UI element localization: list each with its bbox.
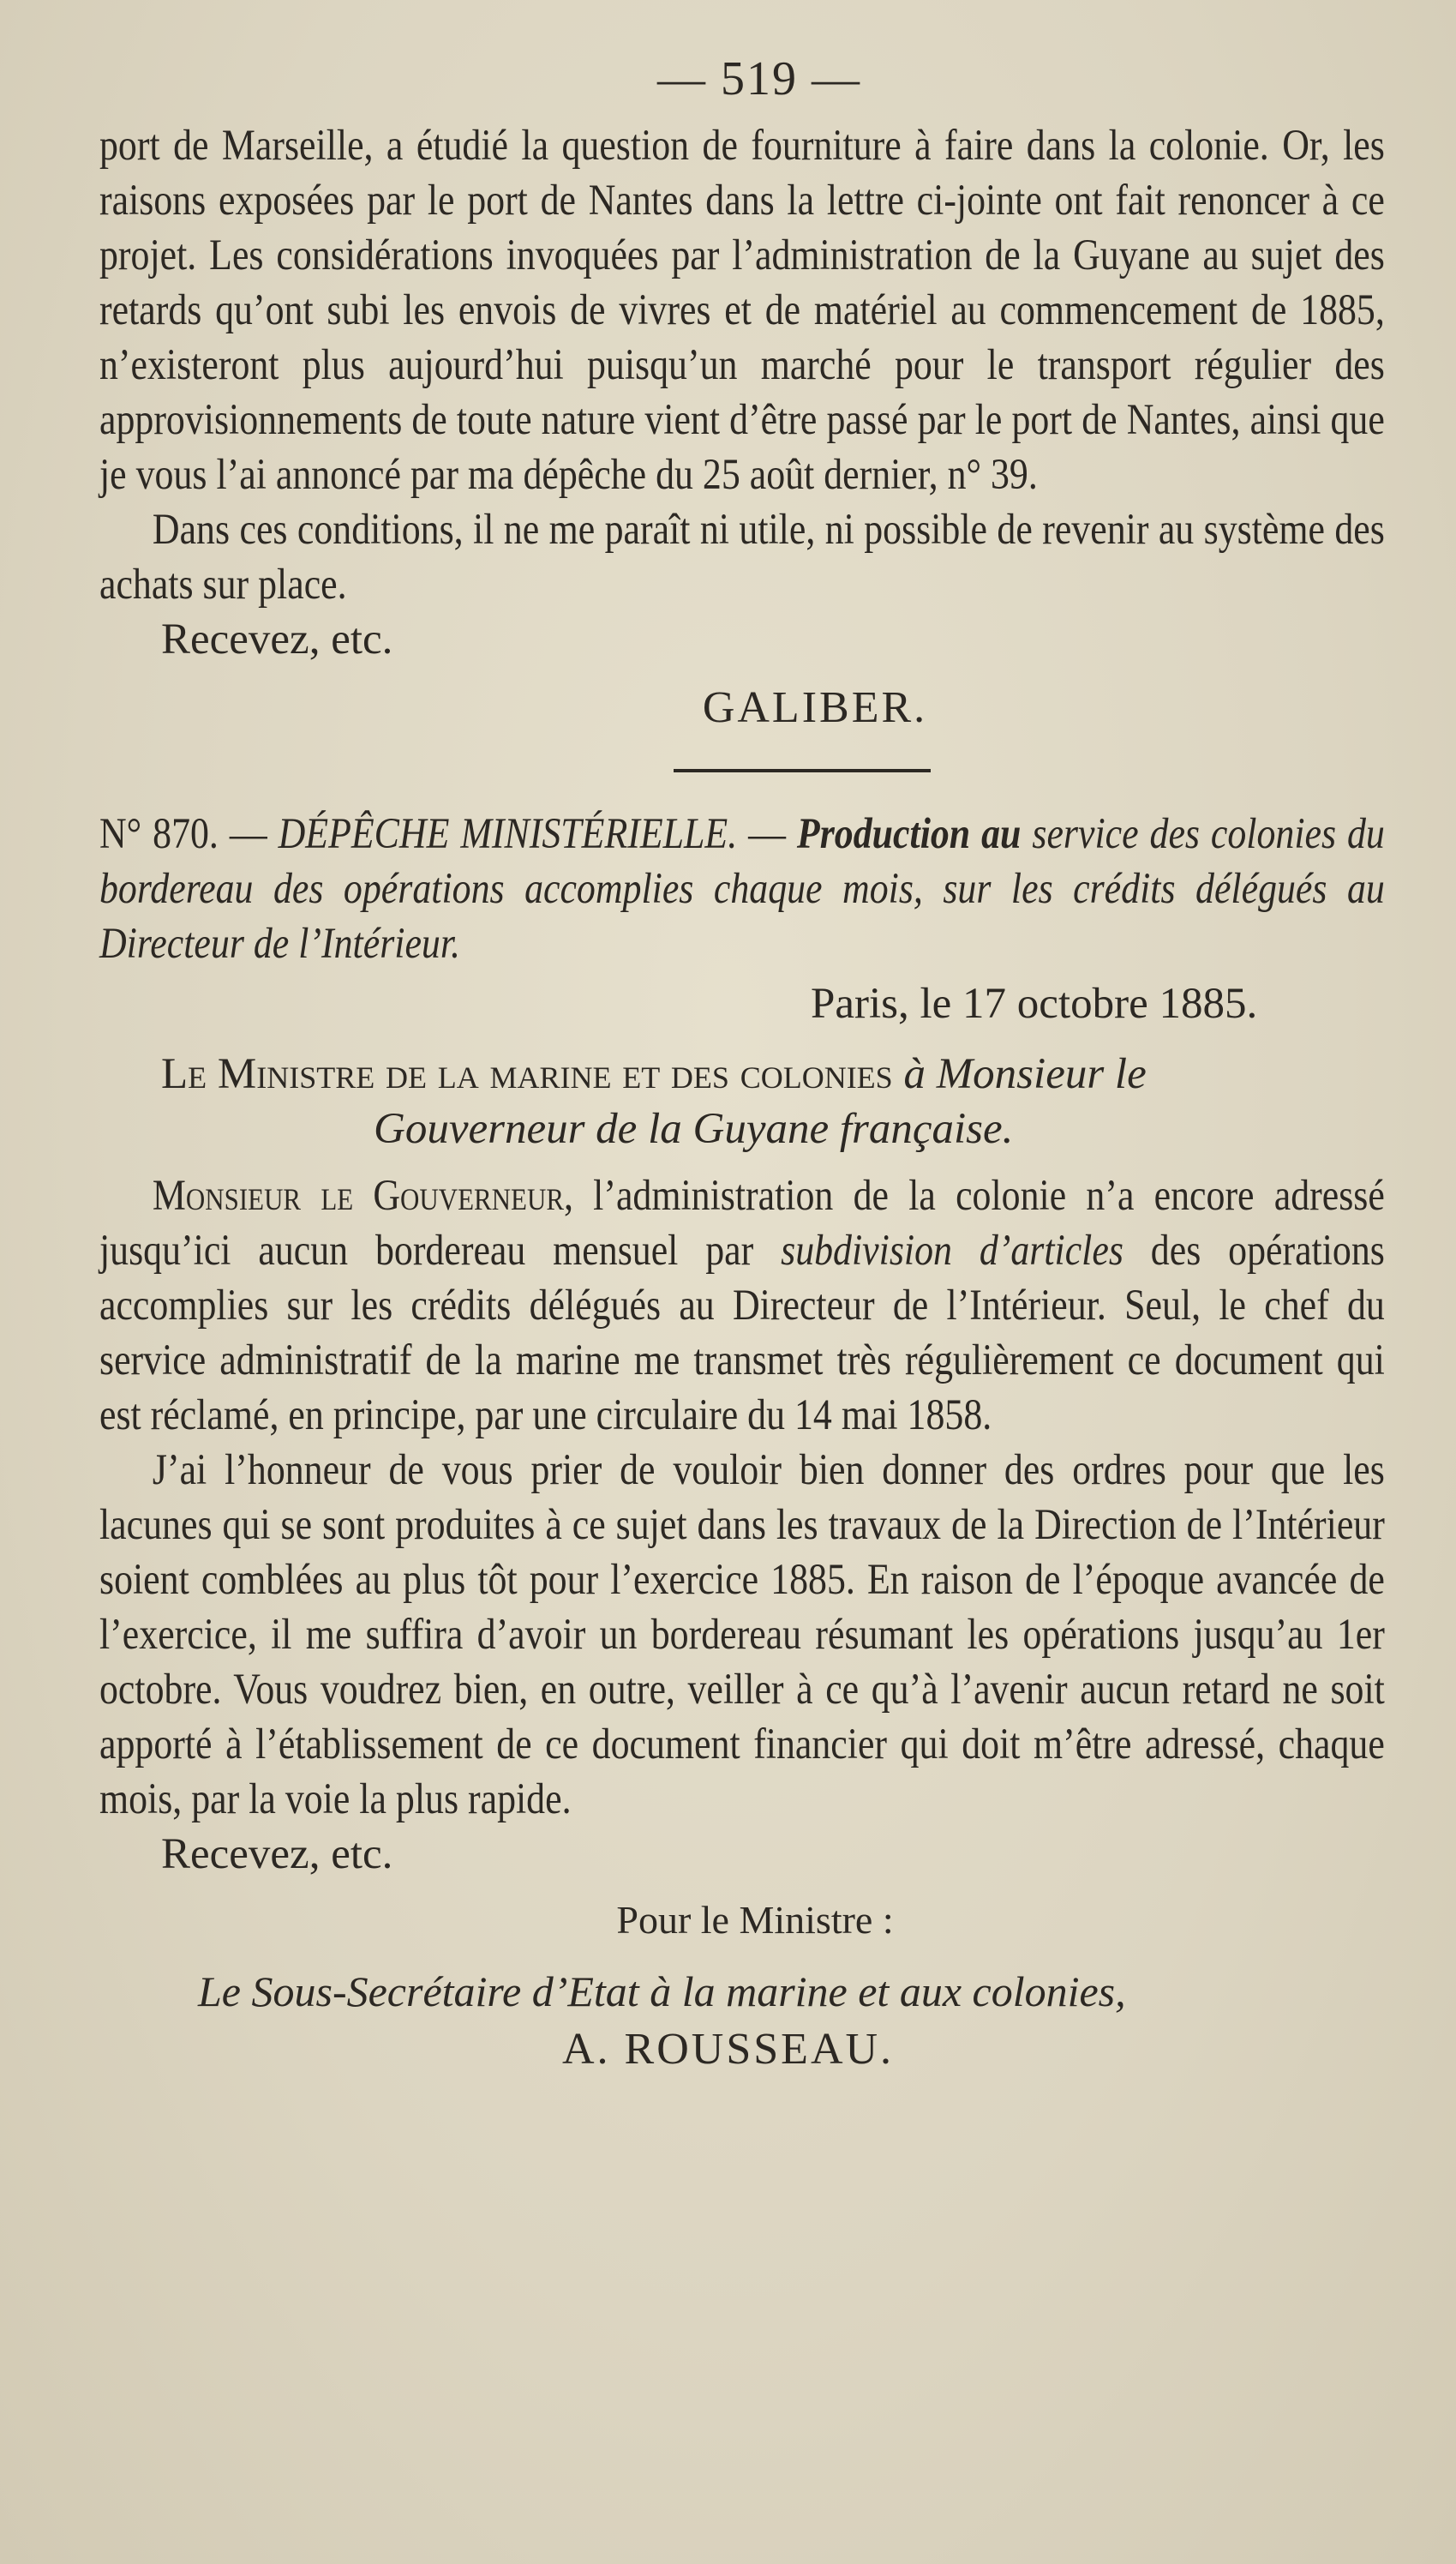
dispatch-subject-lead: Production au (796, 810, 1022, 858)
page-number: — 519 — (657, 52, 861, 105)
paragraph-3-italic: subdivision d’articles (781, 1227, 1123, 1275)
dispatch-heading (99, 807, 1385, 971)
text-column (99, 51, 1385, 2075)
sous-secretaire-title: Le Sous-Secrétaire d’Etat à la marine et aux colonies, (198, 1967, 1126, 2015)
paragraph-3-part-a: l’administration de la colonie n’a encore adressé jusqu’ici aucun bordereau mensuel par (99, 1172, 1385, 1275)
dispatch-type: DÉPÊCHE MINISTÉRIELLE. (278, 810, 738, 858)
paragraph-1: port de Marseille, a étudié la question de fourniture à faire dans la colonie. Or, les raisons exposées par le port de Nantes dans la lettre ci-jointe ont fait renoncer à ce projet. Les considérations invoquées par l’administration de la Guyane au sujet des retards qu’ont subi les envois de vivres et de matériel au commencement de 1885, n’existeront plus aujourd’hui puisqu’un marché pour le transport régulier des approvisionnements de toute nature vient d’être passé par le port de Nantes, ainsi que je vous l’ai annoncé par ma dépêche du 25 août dernier, n° 39. (99, 122, 1385, 499)
paragraph-4: J’ai l’honneur de vous prier de vouloir bien donner des ordres pour que les lacunes qui se sont produites à ce sujet dans les travaux de la Direction de l’Intérieur soient comblées au plus tôt pour l’exercice 1885. En raison de l’époque avancée de l’exercice, il me suffira d’avoir un bordereau résumant les opérations jusqu’au 1er octobre. Vous voudrez bien, en outre, veiller à ce qu’à l’avenir aucun retard ne soit apporté à l’établissement de ce document financier qui doit m’être adressé, chaque mois, par la voie la plus rapide. (99, 1446, 1385, 1823)
signature-galiber: GALIBER. (702, 683, 928, 732)
addressee-a: à (903, 1050, 926, 1098)
paragraph-3-part-b: des opérations accomplies sur les crédits délégués au Directeur de l’Intérieur. Seul, le chef du service administratif de la marine me transmet très régulièrement ce document qui est réclamé, en principe, par une circulaire du 14 mai 1858. (99, 1227, 1385, 1439)
closing-recevez-2: Recevez, etc. (161, 1830, 393, 1878)
addressee-line-2: Gouverneur de la Guyane française. (374, 1105, 1014, 1153)
closing-recevez-1: Recevez, etc. (161, 615, 393, 664)
addressee-recipient: Monsieur le (936, 1050, 1147, 1098)
paragraph-2: Dans ces conditions, il ne me paraît ni utile, ni possible de revenir au système des achats sur place. (99, 506, 1385, 609)
dispatch-subject: service des colonies du bordereau des opérations accomplies chaque mois, sur les crédits délégués au Directeur de l’Intérieur. (99, 810, 1385, 968)
dispatch-date: Paris, le 17 octobre 1885. (811, 980, 1258, 1028)
paragraph-3 (99, 1168, 1385, 1443)
section-divider (674, 769, 931, 772)
dispatch-number: N° 870. — (99, 810, 267, 858)
pour-le-ministre: Pour le Ministre : (616, 1898, 894, 1942)
addressee-line-1 (99, 1047, 1385, 1102)
salutation: Monsieur le Gouverneur, (152, 1172, 573, 1220)
dispatch-dash: — (748, 810, 786, 858)
addressee-sender: Le Ministre de la marine et des colonies (161, 1050, 893, 1098)
signature-rousseau: A. ROUSSEAU. (562, 2025, 895, 2074)
